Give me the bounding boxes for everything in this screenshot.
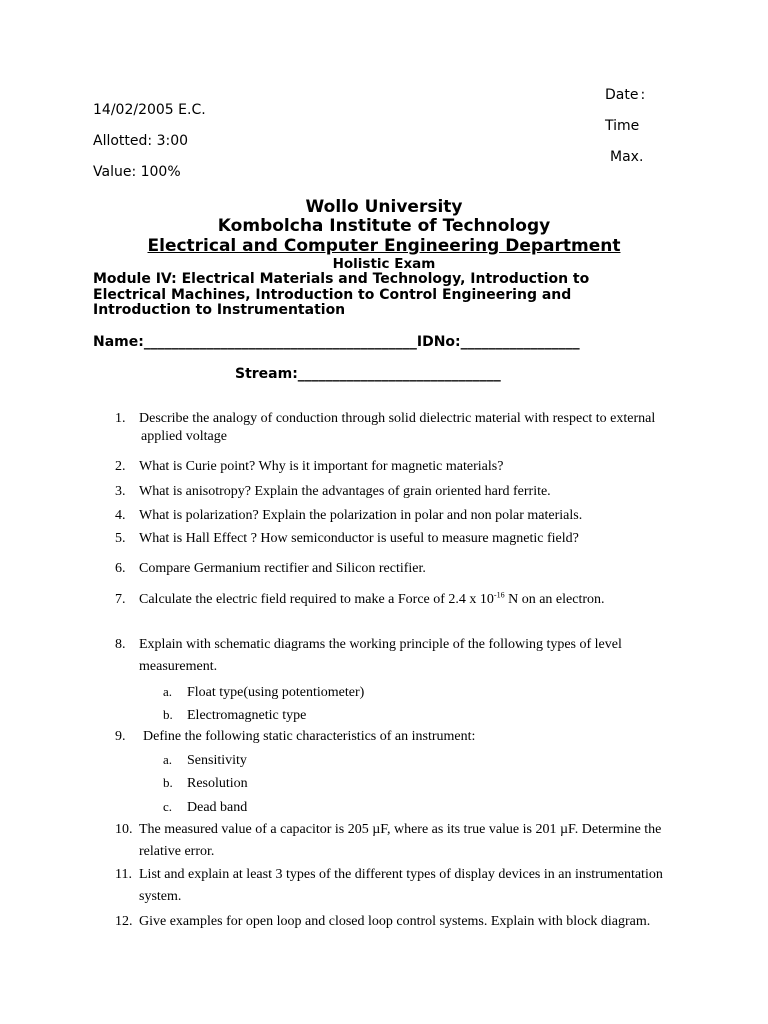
exponent: -16 (493, 590, 505, 600)
question-3: 3. What is anisotropy? Explain the advantages of grain oriented hard ferrite. (115, 484, 551, 499)
question-4: 4. What is polarization? Explain the polarization in polar and non polar materials. (115, 508, 583, 523)
question-9b: b. Resolution (163, 775, 248, 791)
question-7: 7. Calculate the electric field required to make a Force of 2.4 x $10^{-16}$ N on an electron. (115, 590, 605, 607)
time-label: Time (605, 118, 640, 134)
question-12: 12. Give examples for open loop and closed loop control systems. Explain with block diagram. (115, 914, 651, 929)
value-label: Value: 100% (93, 164, 181, 180)
module-description: Module IV: Electrical Materials and Technology, Introduction to Electrical Machines, Introduction to Control Engineering and Introduction to Instrumentation (93, 271, 590, 318)
date-colon: : (640, 87, 646, 103)
department-title: Electrical and Computer Engineering Department (147, 236, 621, 256)
date-value: 14/02/2005 E.C. (93, 102, 206, 118)
university-title: Wollo University (305, 197, 463, 217)
stream-field[interactable]: Stream:_____________________________ (235, 366, 501, 382)
exam-title: Holistic Exam (332, 256, 436, 272)
date-label: Date : (605, 87, 646, 103)
question-9a: a. Sensitivity (163, 752, 247, 768)
question-9: 9. Define the following static characteristics of an instrument: (115, 729, 476, 744)
question-10: 10. The measured value of a capacitor is 205 µF, where as its true value is 201 µF. Determine the relative error. (115, 822, 662, 859)
name-field[interactable]: Name:_______________________________________IDNo:_________________ (93, 334, 580, 350)
question-11: 11. List and explain at least 3 types of the different types of display devices in an instrumentation system. (115, 867, 663, 904)
question-8: 8. Explain with schematic diagrams the working principle of the following types of level measurement. (115, 637, 622, 674)
question-1: 1. Describe the analogy of conduction through solid dielectric material with respect to external applied voltage (115, 411, 656, 444)
question-2: 2. What is Curie point? Why is it important for magnetic materials? (115, 459, 504, 474)
id-field[interactable]: IDNo:_________________ (416, 334, 580, 350)
institute-title: Kombolcha Institute of Technology (217, 216, 551, 236)
question-9c: c. Dead band (163, 799, 248, 815)
allotted-time: Allotted: 3:00 (93, 133, 189, 149)
question-8a: a. Float type(using potentiometer) (163, 684, 365, 700)
max-label: Max. (610, 149, 644, 165)
question-8b: b. Electromagnetic type (163, 707, 307, 723)
question-6: 6. Compare Germanium rectifier and Silicon rectifier. (115, 561, 426, 576)
question-5: 5. What is Hall Effect ? How semiconductor is useful to measure magnetic field? (115, 531, 579, 546)
